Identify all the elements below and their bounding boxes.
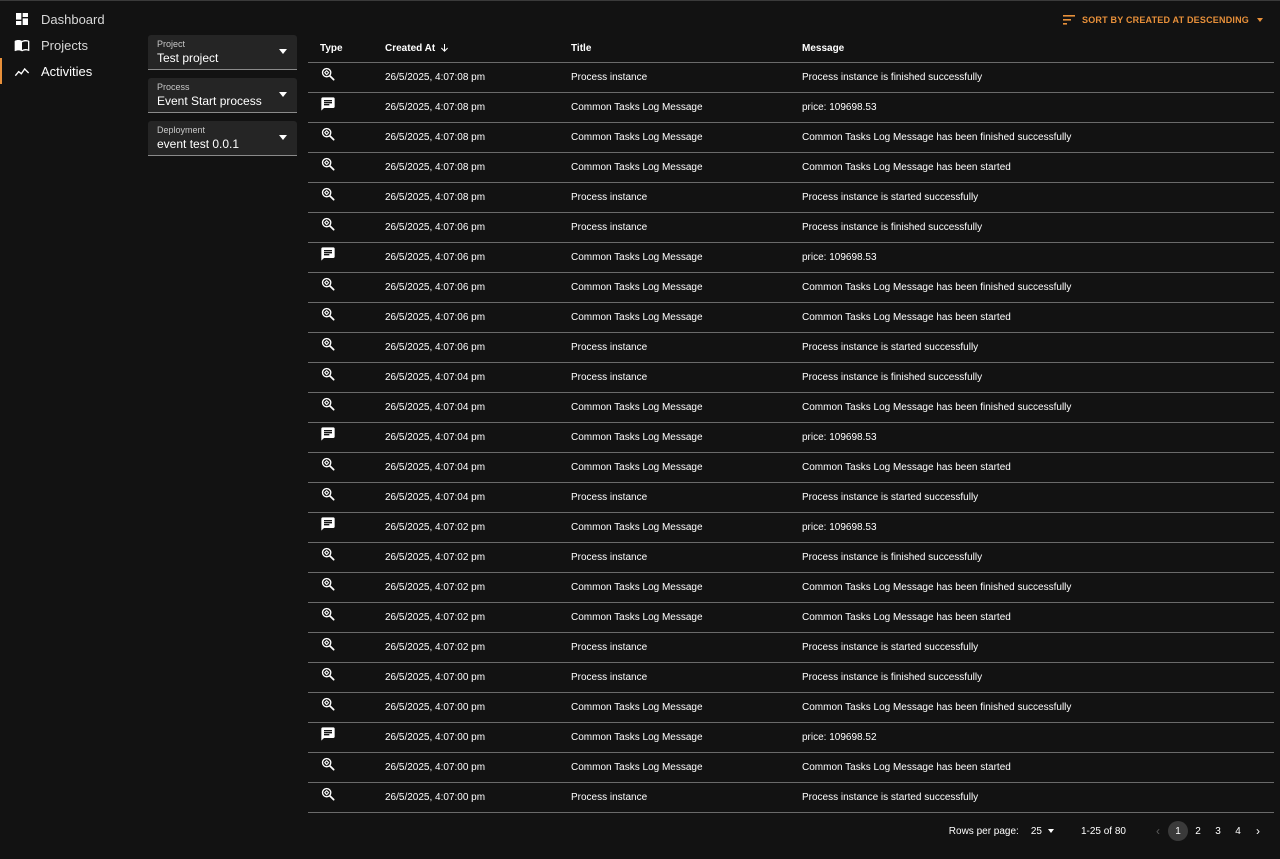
caret-down-icon <box>1048 829 1054 833</box>
sidebar-item-dashboard[interactable] <box>0 6 140 32</box>
row-type-cell <box>308 370 385 385</box>
table-row[interactable] <box>308 303 1274 333</box>
row-type-cell <box>308 640 385 655</box>
table-row[interactable] <box>308 123 1274 153</box>
row-type-cell <box>308 130 385 145</box>
table-row[interactable] <box>308 213 1274 243</box>
row-type-cell <box>308 310 385 325</box>
row-message: Common Tasks Log Message has been started <box>802 762 1011 773</box>
table-row[interactable] <box>308 753 1274 783</box>
row-message: Process instance is finished successfully <box>802 552 983 563</box>
arrow-down-icon <box>440 43 449 53</box>
row-created-at: 26/5/2025, 4:07:02 pm <box>385 552 486 563</box>
row-title: Process instance <box>571 672 648 683</box>
table-row[interactable] <box>308 693 1274 723</box>
row-type-cell <box>308 580 385 595</box>
row-created-at: 26/5/2025, 4:07:08 pm <box>385 162 486 173</box>
search-gear-icon <box>320 580 336 595</box>
row-type-cell <box>308 700 385 715</box>
sidebar-nav <box>0 6 140 84</box>
message-icon <box>320 250 336 265</box>
sidebar-item-label: Dashboard <box>41 11 105 27</box>
rows-per-page-value: 25 <box>1030 825 1042 837</box>
table-row[interactable] <box>308 543 1274 573</box>
row-title: Process instance <box>571 192 648 203</box>
row-type-cell <box>308 160 385 175</box>
project-select-label: Project <box>157 39 186 49</box>
row-message: Common Tasks Log Message has been started <box>802 612 1011 623</box>
row-created-at: 26/5/2025, 4:07:08 pm <box>385 192 486 203</box>
row-created-at: 26/5/2025, 4:07:04 pm <box>385 372 486 383</box>
row-message: Process instance is finished successfully <box>802 672 983 683</box>
row-created-at: 26/5/2025, 4:07:02 pm <box>385 612 486 623</box>
row-type-cell <box>308 430 385 445</box>
row-message: Process instance is finished successfully <box>802 372 983 383</box>
row-title: Common Tasks Log Message <box>571 732 703 743</box>
row-type-cell <box>308 400 385 415</box>
caret-down-icon <box>1257 18 1263 22</box>
row-title: Common Tasks Log Message <box>571 432 703 443</box>
search-gear-icon <box>320 370 336 385</box>
table-row[interactable] <box>308 453 1274 483</box>
header-created-at[interactable] <box>385 43 571 54</box>
process-select-value: Event Start process <box>157 94 262 108</box>
row-created-at: 26/5/2025, 4:07:06 pm <box>385 222 486 233</box>
table-row[interactable] <box>308 393 1274 423</box>
page-button-3[interactable]: 3 <box>1215 825 1221 837</box>
project-select-value: Test project <box>157 51 219 65</box>
row-message: Common Tasks Log Message has been finished successfully <box>802 402 1072 413</box>
row-title: Common Tasks Log Message <box>571 702 703 713</box>
row-created-at: 26/5/2025, 4:07:04 pm <box>385 492 486 503</box>
row-type-cell <box>308 250 385 265</box>
row-message: Process instance is started successfully <box>802 792 979 803</box>
row-created-at: 26/5/2025, 4:07:08 pm <box>385 72 486 83</box>
row-message: Common Tasks Log Message has been started <box>802 462 1011 473</box>
table-row[interactable] <box>308 573 1274 603</box>
row-created-at: 26/5/2025, 4:07:00 pm <box>385 792 486 803</box>
caret-down-icon <box>279 135 287 140</box>
row-title: Common Tasks Log Message <box>571 252 703 263</box>
row-message: price: 109698.52 <box>802 732 877 743</box>
deployment-select-value: event test 0.0.1 <box>157 137 240 151</box>
sort-label: SORT BY CREATED AT DESCENDING <box>1082 15 1249 25</box>
row-created-at: 26/5/2025, 4:07:02 pm <box>385 582 486 593</box>
deployment-select-label: Deployment <box>157 125 206 135</box>
table-header <box>308 34 1274 63</box>
table-row[interactable] <box>308 243 1274 273</box>
sidebar-item-label: Projects <box>41 37 88 53</box>
search-gear-icon <box>320 610 336 625</box>
row-title: Process instance <box>571 792 648 803</box>
page-button-2[interactable]: 2 <box>1195 825 1201 837</box>
row-title: Process instance <box>571 552 648 563</box>
row-type-cell <box>308 520 385 535</box>
pagination <box>949 820 1268 842</box>
row-created-at: 26/5/2025, 4:07:00 pm <box>385 762 486 773</box>
page-button-4[interactable]: 4 <box>1235 825 1241 837</box>
row-message: Common Tasks Log Message has been finished successfully <box>802 132 1072 143</box>
row-message: Process instance is started successfully <box>802 342 979 353</box>
row-title: Process instance <box>571 222 648 233</box>
row-type-cell <box>308 220 385 235</box>
table-row[interactable] <box>308 183 1274 213</box>
page-range: 1-25 of 80 <box>1080 825 1126 837</box>
message-icon <box>320 730 336 745</box>
rows-per-page-select[interactable] <box>1031 826 1054 837</box>
search-gear-icon <box>320 700 336 715</box>
row-created-at: 26/5/2025, 4:07:06 pm <box>385 282 486 293</box>
table-row[interactable] <box>308 273 1274 303</box>
search-gear-icon <box>320 220 336 235</box>
row-title: Common Tasks Log Message <box>571 282 703 293</box>
row-created-at: 26/5/2025, 4:07:02 pm <box>385 642 486 653</box>
table-row[interactable] <box>308 63 1274 93</box>
header-title: Title <box>571 42 592 54</box>
header-type: Type <box>320 42 343 54</box>
row-type-cell <box>308 760 385 775</box>
table-row[interactable] <box>308 603 1274 633</box>
search-gear-icon <box>320 130 336 145</box>
table-row[interactable] <box>308 783 1274 813</box>
row-type-cell <box>308 790 385 805</box>
row-type-cell <box>308 460 385 475</box>
rows-per-page-label: Rows per page: <box>948 825 1019 837</box>
row-message: Common Tasks Log Message has been finished successfully <box>802 702 1072 713</box>
search-gear-icon <box>320 760 336 775</box>
row-type-cell <box>308 280 385 295</box>
row-created-at: 26/5/2025, 4:07:00 pm <box>385 672 486 683</box>
table-row[interactable] <box>308 513 1274 543</box>
row-created-at: 26/5/2025, 4:07:06 pm <box>385 342 486 353</box>
table-row[interactable] <box>308 333 1274 363</box>
search-gear-icon <box>320 640 336 655</box>
deployment-select[interactable] <box>148 121 297 156</box>
chevron-left-icon[interactable]: ‹ <box>1156 824 1160 838</box>
row-type-cell <box>308 340 385 355</box>
activities-table <box>308 34 1274 813</box>
row-message: Common Tasks Log Message has been finished successfully <box>802 282 1072 293</box>
row-title: Process instance <box>571 72 648 83</box>
message-icon <box>320 100 336 115</box>
row-title: Common Tasks Log Message <box>571 132 703 143</box>
dashboard-icon <box>13 10 31 28</box>
row-message: Process instance is finished successfully <box>802 72 983 83</box>
row-created-at: 26/5/2025, 4:07:00 pm <box>385 732 486 743</box>
row-title: Common Tasks Log Message <box>571 462 703 473</box>
row-message: Process instance is finished successfully <box>802 222 983 233</box>
row-message: Process instance is started successfully <box>802 192 979 203</box>
table-row[interactable] <box>308 483 1274 513</box>
search-gear-icon <box>320 400 336 415</box>
search-gear-icon <box>320 670 336 685</box>
filter-panel <box>148 35 297 164</box>
row-title: Process instance <box>571 342 648 353</box>
search-gear-icon <box>320 190 336 205</box>
search-gear-icon <box>320 340 336 355</box>
row-message: Process instance is started successfully <box>802 492 979 503</box>
search-gear-icon <box>320 460 336 475</box>
project-select[interactable] <box>148 35 297 70</box>
row-created-at: 26/5/2025, 4:07:08 pm <box>385 102 486 113</box>
row-type-cell <box>308 100 385 115</box>
row-message: price: 109698.53 <box>802 522 877 533</box>
row-title: Process instance <box>571 642 648 653</box>
row-created-at: 26/5/2025, 4:07:02 pm <box>385 522 486 533</box>
caret-down-icon <box>279 49 287 54</box>
process-select[interactable] <box>148 78 297 113</box>
row-title: Process instance <box>571 372 648 383</box>
row-title: Common Tasks Log Message <box>571 162 703 173</box>
process-select-label: Process <box>157 82 190 92</box>
chevron-right-icon[interactable]: › <box>1256 824 1260 838</box>
row-title: Common Tasks Log Message <box>571 522 703 533</box>
sidebar-item-activities[interactable] <box>0 58 140 84</box>
page-button-1[interactable]: 1 <box>1168 821 1188 841</box>
row-message: Process instance is started successfully <box>802 642 979 653</box>
table-row[interactable] <box>308 153 1274 183</box>
search-gear-icon <box>320 70 336 85</box>
table-row[interactable] <box>308 723 1274 753</box>
row-type-cell <box>308 730 385 745</box>
row-title: Common Tasks Log Message <box>571 312 703 323</box>
sidebar-item-projects[interactable] <box>0 32 140 58</box>
table-row[interactable] <box>308 93 1274 123</box>
message-icon <box>320 430 336 445</box>
row-title: Common Tasks Log Message <box>571 102 703 113</box>
row-message: Common Tasks Log Message has been finished successfully <box>802 582 1072 593</box>
table-row[interactable] <box>308 423 1274 453</box>
row-message: price: 109698.53 <box>802 252 877 263</box>
row-type-cell <box>308 610 385 625</box>
chart-line-icon <box>13 62 31 80</box>
top-border <box>0 0 1280 1</box>
row-created-at: 26/5/2025, 4:07:06 pm <box>385 252 486 263</box>
sort-icon <box>1063 15 1075 25</box>
table-row[interactable] <box>308 633 1274 663</box>
row-created-at: 26/5/2025, 4:07:00 pm <box>385 702 486 713</box>
search-gear-icon <box>320 550 336 565</box>
row-created-at: 26/5/2025, 4:07:04 pm <box>385 462 486 473</box>
table-row[interactable] <box>308 363 1274 393</box>
search-gear-icon <box>320 160 336 175</box>
row-type-cell <box>308 490 385 505</box>
message-icon <box>320 520 336 535</box>
row-type-cell <box>308 670 385 685</box>
row-type-cell <box>308 190 385 205</box>
row-created-at: 26/5/2025, 4:07:04 pm <box>385 432 486 443</box>
table-body <box>308 63 1274 813</box>
row-message: Common Tasks Log Message has been started <box>802 162 1011 173</box>
row-title: Common Tasks Log Message <box>571 612 703 623</box>
search-gear-icon <box>320 310 336 325</box>
row-type-cell <box>308 70 385 85</box>
row-created-at: 26/5/2025, 4:07:08 pm <box>385 132 486 143</box>
header-created-at-label: Created At <box>385 42 436 54</box>
row-title: Process instance <box>571 492 648 503</box>
row-message: price: 109698.53 <box>802 432 877 443</box>
row-title: Common Tasks Log Message <box>571 402 703 413</box>
caret-down-icon <box>279 92 287 97</box>
row-message: price: 109698.53 <box>802 102 877 113</box>
row-title: Common Tasks Log Message <box>571 762 703 773</box>
sidebar-item-label: Activities <box>41 63 93 79</box>
map-book-icon <box>13 36 31 54</box>
search-gear-icon <box>320 490 336 505</box>
row-type-cell <box>308 550 385 565</box>
header-message: Message <box>802 42 845 54</box>
row-created-at: 26/5/2025, 4:07:06 pm <box>385 312 486 323</box>
search-gear-icon <box>320 790 336 805</box>
row-title: Common Tasks Log Message <box>571 582 703 593</box>
sort-button[interactable] <box>1063 12 1263 28</box>
row-message: Common Tasks Log Message has been started <box>802 312 1011 323</box>
search-gear-icon <box>320 280 336 295</box>
row-created-at: 26/5/2025, 4:07:04 pm <box>385 402 486 413</box>
table-row[interactable] <box>308 663 1274 693</box>
